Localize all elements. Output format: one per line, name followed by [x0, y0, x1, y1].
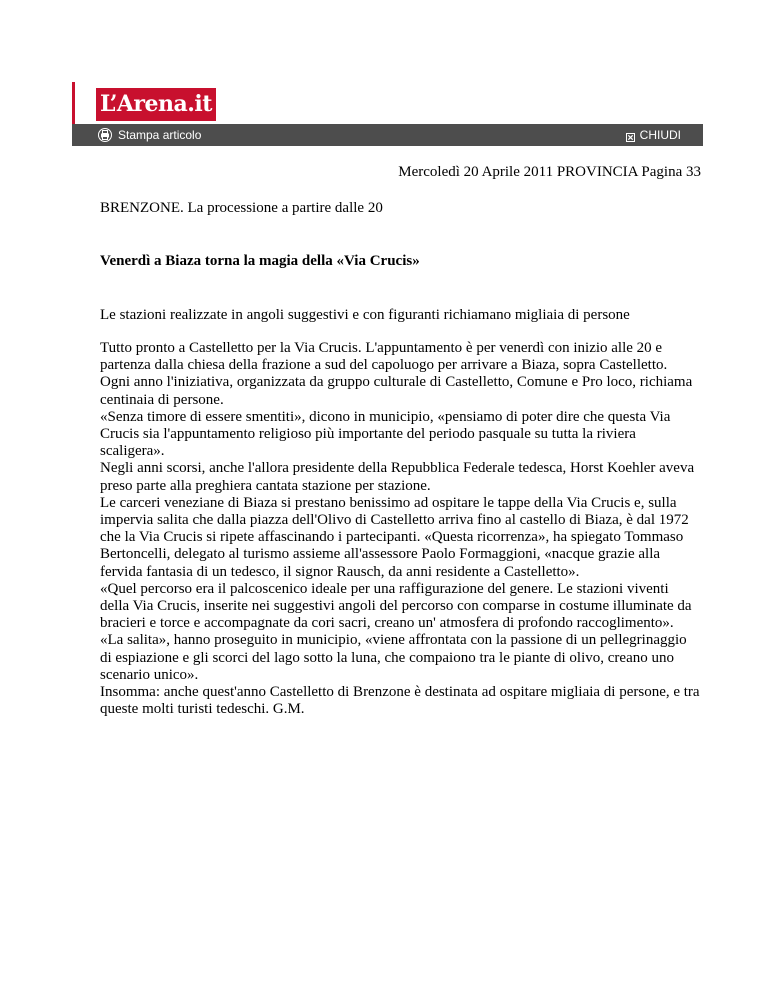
article-paragraph: Insomma: anche quest'anno Castelletto di Brenzone è destinata ad ospitare migliaia di persone, e tra queste molti turisti tedeschi. G.M.: [100, 684, 700, 718]
article-headline: Venerdì a Biaza torna la magia della «Via Crucis»: [100, 253, 420, 269]
printer-icon: [98, 128, 112, 142]
article-paragraph: Ogni anno l'iniziativa, organizzata da gruppo culturale di Castelletto, Comune e Pro loco, richiama centinaia di persone.: [100, 374, 693, 408]
close-button[interactable]: [626, 124, 681, 146]
article-paragraph: «Quel percorso era il palcoscenico ideale per una raffigurazione del genere. Le stazioni viventi della Via Crucis, inserite nei suggestivi angoli del percorso con comparse in costume illuminate da bracieri e torce e accompagnate da cori sacri, creano un' atmosfera di profondo raccoglimento».: [100, 580, 692, 632]
site-logo[interactable]: L’Arena.it: [96, 88, 216, 121]
print-toolbar: [72, 124, 703, 146]
close-box-icon: [626, 131, 635, 140]
article-subhead: Le stazioni realizzate in angoli suggestivi e con figuranti richiamano migliaia di persone: [100, 307, 630, 323]
brand-accent-bar: [72, 82, 75, 124]
brand-header: [72, 82, 703, 124]
print-page: [72, 82, 703, 718]
article-paragraph: Negli anni scorsi, anche l'allora presidente della Repubblica Federale tedesca, Horst Koehler aveva preso parte alla preghiera cantata stazione per stazione.: [100, 460, 695, 494]
article-paragraph: «Senza timore di essere smentiti», dicono in municipio, «pensiamo di poter dire che questa Via Crucis sia l'appuntamento religioso più importante del periodo pasquale su tutta la riviera scaligera».: [100, 408, 671, 460]
article-dateline: Mercoledì 20 Aprile 2011 PROVINCIA Pagina 33: [398, 164, 701, 180]
print-article-label: Stampa articolo: [118, 128, 202, 142]
article-paragraph: «La salita», hanno proseguito in municipio, «viene affrontata con la passione di un pellegrinaggio di espiazione e gli scorci del lago sotto la luna, che compaiono tra le piante di olivo, creano uno scenario unico».: [100, 632, 687, 683]
print-article-button[interactable]: [98, 124, 201, 146]
article-paragraph: Tutto pronto a Castelletto per la Via Crucis. L'appuntamento è per venerdì con inizio alle 20 e partenza dalla chiesa della frazione a sud del capoluogo per arrivare a Biaza, sopra Castelletto.: [100, 340, 668, 374]
article-kicker: BRENZONE. La processione a partire dalle 20: [100, 200, 383, 216]
article-body: [100, 340, 700, 718]
article-paragraph: Le carceri veneziane di Biaza si prestano benissimo ad ospitare le tappe della Via Crucis e, sulla impervia salita che dalla piazza dell'Olivo di Castelletto arriva fino al castello di Biaza, è dal 1972 che la Via Crucis si ripete affascinando i partecipanti. «Questa ricorrenza», ha spiegato Tommaso Bertoncelli, delegato al turismo assieme all'assessore Paolo Formaggioni, «nacque grazie alla fervida fantasia di un tedesco, il signor Rausch, da anni residente a Castelletto».: [100, 494, 689, 580]
close-label: CHIUDI: [639, 128, 681, 142]
